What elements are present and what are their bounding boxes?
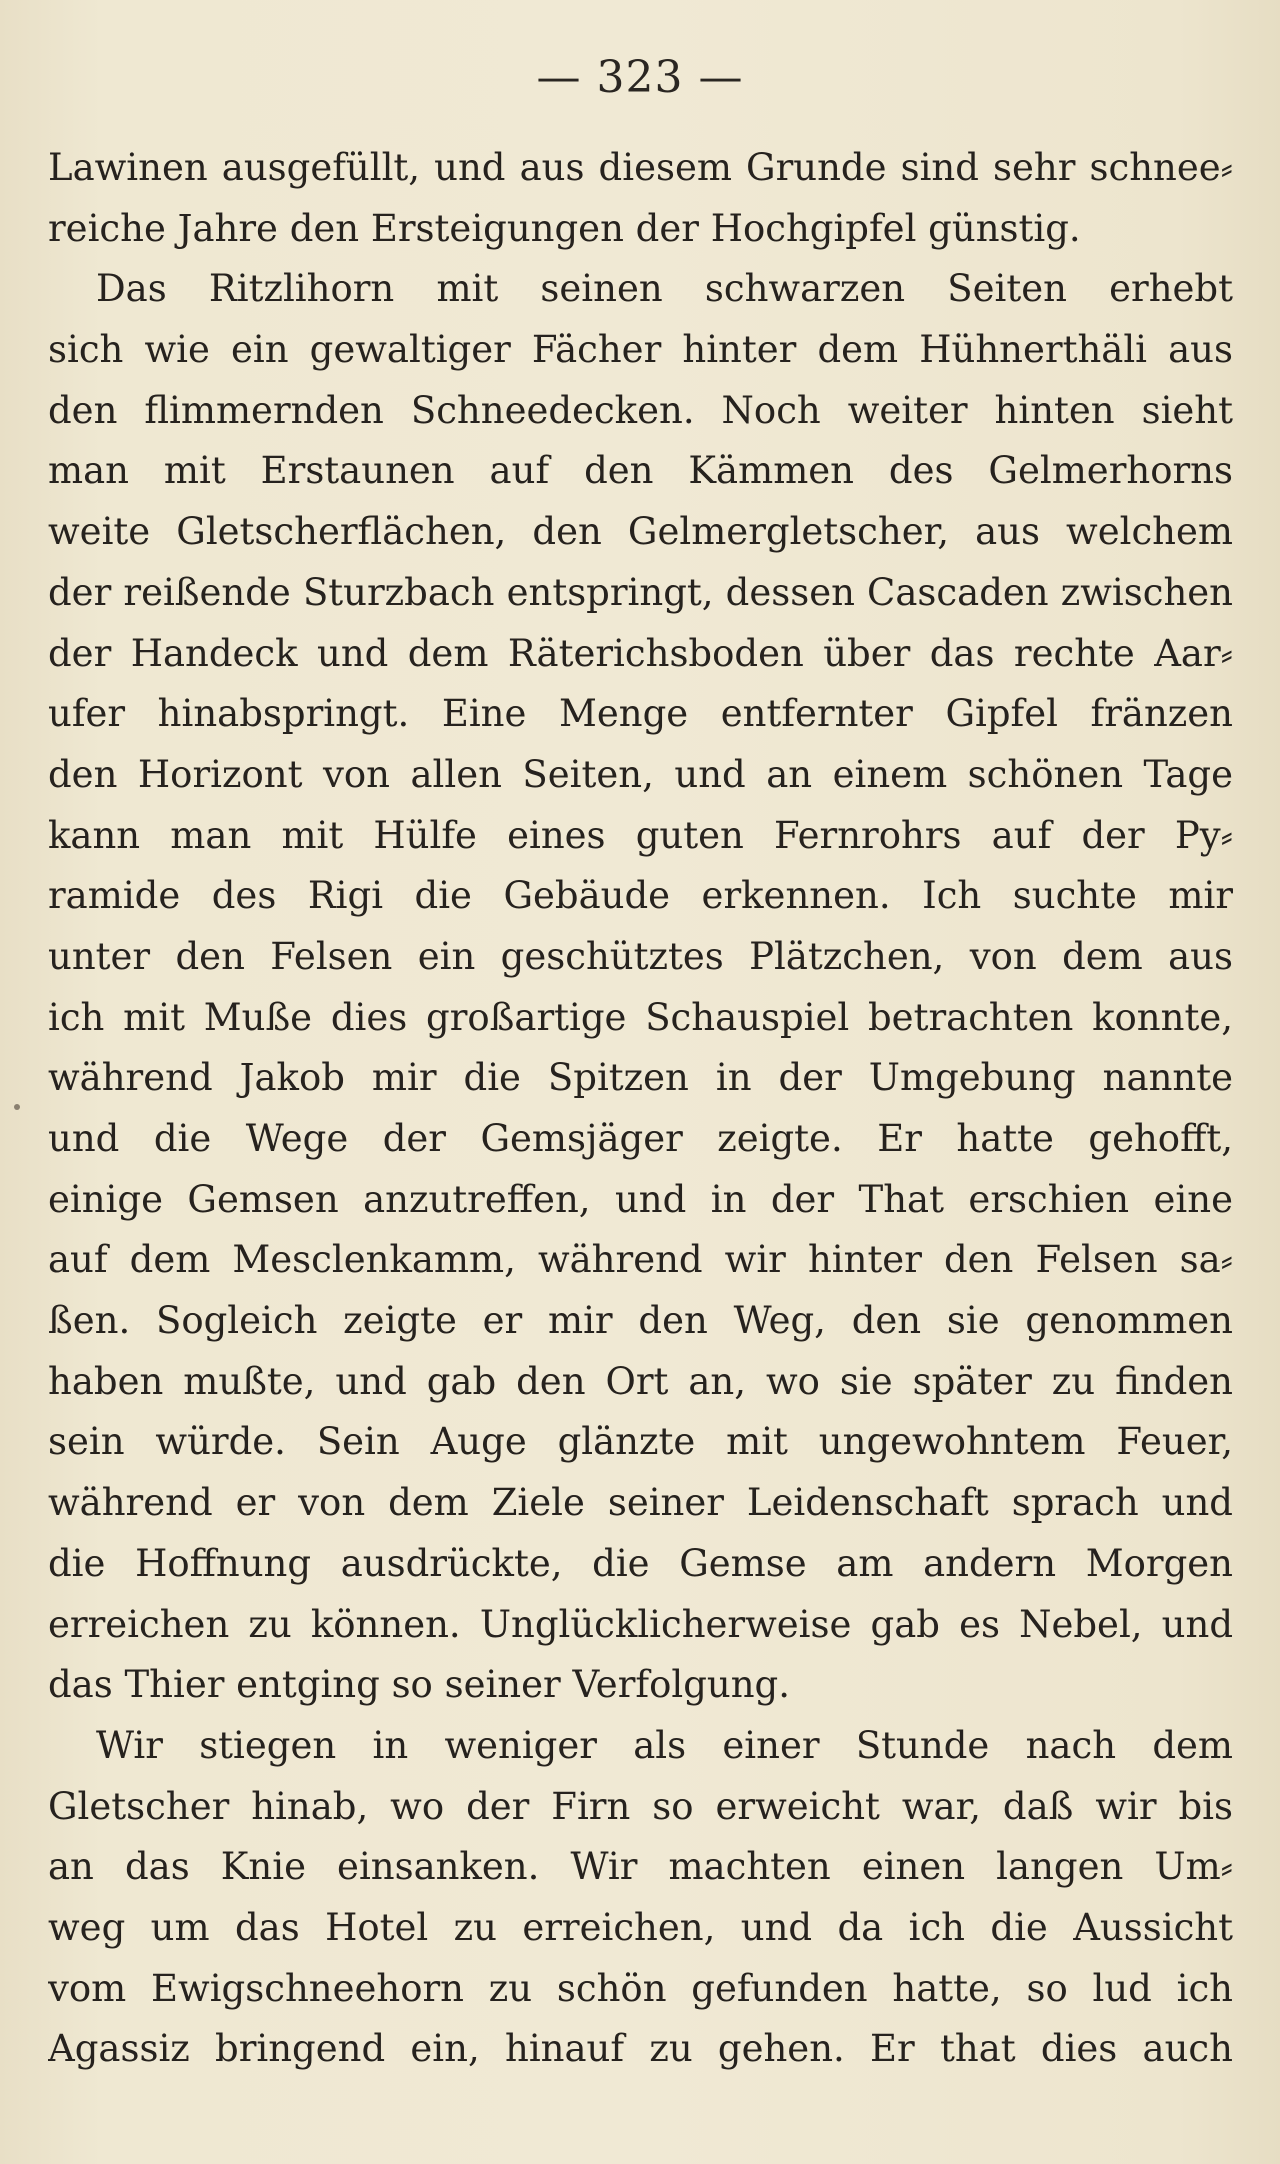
text-line: weite Gletscherflächen, den Gelmergletscher, aus welchem: [48, 510, 1233, 554]
text-line: während er von dem Ziele seiner Leidenschaft sprach und: [48, 1481, 1233, 1525]
text-line: Wir stiegen in weniger als einer Stunde nach dem: [96, 1723, 1233, 1767]
text-line: unter den Felsen ein geschütztes Plätzchen, von dem aus: [48, 934, 1233, 978]
text-line: Agassiz bringend ein, hinauf zu gehen. Er that dies auch: [48, 2027, 1233, 2071]
text-line: haben mußte, und gab den Ort an, wo sie später zu finden: [48, 1359, 1233, 1403]
text-line: sein würde. Sein Auge glänzte mit ungewohntem Feuer,: [48, 1420, 1233, 1464]
text-line: der reißende Sturzbach entspringt, dessen Cascaden zwischen: [48, 570, 1233, 614]
text-line: an das Knie einsanken. Wir machten einen langen Um⸗: [48, 1845, 1233, 1889]
text-line: man mit Erstaunen auf den Kämmen des Gelmerhorns: [48, 449, 1233, 493]
text-line: weg um das Hotel zu erreichen, und da ich die Aussicht: [48, 1905, 1233, 1949]
text-line: Das Ritzlihorn mit seinen schwarzen Seiten erhebt: [96, 267, 1233, 311]
text-line: die Hoffnung ausdrückte, die Gemse am andern Morgen: [48, 1541, 1233, 1585]
text-line: ufer hinabspringt. Eine Menge entfernter Gipfel fränzen: [48, 692, 1233, 736]
body-text: [48, 138, 1233, 2080]
text-line: und die Wege der Gemsjäger zeigte. Er hatte gehofft,: [48, 1117, 1233, 1160]
text-line: ßen. Sogleich zeigte er mir den Weg, den sie genommen: [48, 1299, 1233, 1343]
text-line: der Handeck und dem Räterichsboden über das rechte Aar⸗: [48, 631, 1233, 675]
text-line: kann man mit Hülfe eines guten Fernrohrs auf der Py⸗: [48, 813, 1233, 857]
text-line: erreichen zu können. Unglücklicherweise gab es Nebel, und: [48, 1602, 1233, 1646]
text-line: ramide des Rigi die Gebäude erkennen. Ich suchte mir: [48, 874, 1233, 918]
text-line: den Horizont von allen Seiten, und an einem schönen Tage: [48, 752, 1233, 796]
text-line: Lawinen ausgefüllt, und aus diesem Grunde sind sehr schnee⸗: [48, 146, 1233, 189]
page-number: — 323 —: [536, 52, 744, 103]
text-line: Gletscher hinab, wo der Firn so erweicht war, daß wir bis: [48, 1784, 1233, 1828]
text-line: ich mit Muße dies großartige Schauspiel betrachten konnte,: [48, 995, 1233, 1039]
text-line: den flimmernden Schneedecken. Noch weiter hinten sieht: [48, 388, 1233, 432]
margin-dot: [14, 1104, 20, 1110]
text-line: sich wie ein gewaltiger Fächer hinter dem Hühnerthäli aus: [48, 328, 1233, 372]
text-line: während Jakob mir die Spitzen in der Umgebung nannte: [48, 1056, 1233, 1100]
text-line: reiche Jahre den Ersteigungen der Hochgipfel günstig.: [48, 206, 1081, 250]
text-line: einige Gemsen anzutreffen, und in der That erschien eine: [48, 1177, 1233, 1221]
text-line: das Thier entging so seiner Verfolgung.: [48, 1663, 790, 1707]
text-line: auf dem Mesclenkamm, während wir hinter den Felsen sa⸗: [48, 1238, 1233, 1282]
text-line: vom Ewigschneehorn zu schön gefunden hatte, so lud ich: [48, 1966, 1233, 2010]
